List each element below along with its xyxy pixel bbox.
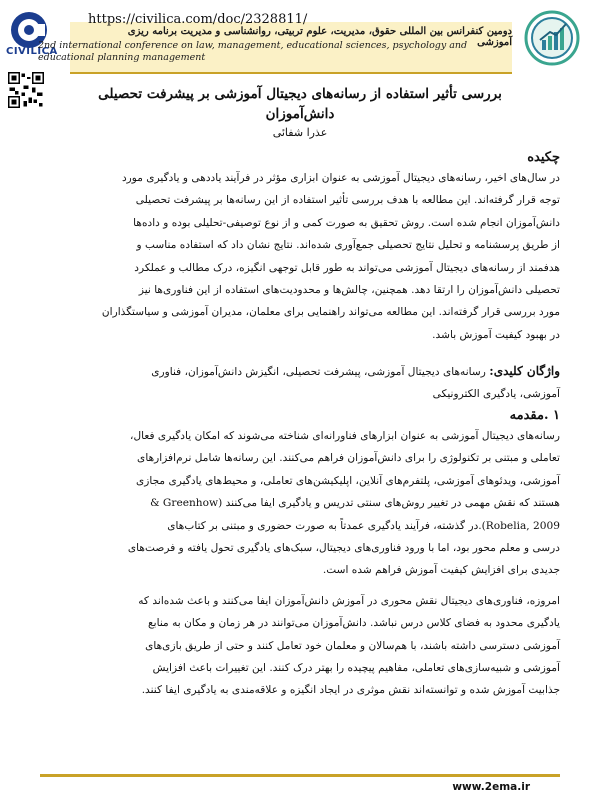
keywords-text: رسانه‌های دیجیتال آموزشی، پیشرفت تحصیلی، انگیزش دانش‌آموزان، فناوری (151, 366, 486, 378)
keywords-section (55, 360, 560, 406)
abstract-line: از طریق پرسشنامه و تحلیل نتایج تحصیلی جمع‌آوری شده‌اند. نتایج نشان داد که استفاده مناسب و (136, 239, 560, 252)
intro-line: جذابیت آموزش شده و توانسته‌اند نقش موثری در ایجاد انگیزه و علاقه‌مندی به یادگیری ایفا کنند. (141, 684, 560, 697)
abstract-line: دانش‌آموزان انجام شده است. روش تحقیق به صورت کمی و از نوع توصیفی-تحلیلی بوده و داده‌ها (133, 216, 560, 229)
keywords-line-2: آموزشی، یادگیری الکترونیکی (432, 388, 560, 401)
footer-rule (40, 774, 560, 777)
conference-title-en: 2nd international conference on law, management, educational sciences, psychology and educational planning management (38, 40, 468, 63)
intro-line: جدیدی برای افزایش کیفیت آموزش فراهم شده است. (322, 564, 560, 577)
intro-paragraph-1 (55, 425, 560, 582)
intro-line: تعاملی و مبتنی بر تکنولوژی را برای دانش‌آموزان فراهم می‌کنند. این رسانه‌ها شامل نرم‌افزارهای (137, 452, 560, 465)
qr-code-icon[interactable] (8, 72, 44, 108)
keywords-label: واژگان کلیدی: (489, 364, 560, 378)
abstract-line: توجه قرار گرفته‌اند. این مطالعه با هدف بررسی تأثیر استفاده از این رسانه‌ها بر پیشرفت تحصیلی (135, 194, 560, 207)
paper-title: بررسی تأثیر استفاده از رسانه‌های دیجیتال آموزشی بر پیشرفت تحصیلی دانش‌آموزان (98, 86, 502, 122)
intro-paragraph-2 (55, 590, 560, 702)
intro-line: آموزشی و شبیه‌سازی‌های تعاملی، مفاهیم پیچیده را بهتر درک کنند. این تغییرات باعث افزایش (152, 662, 560, 675)
introduction-section (55, 408, 560, 702)
intro-line: رسانه‌های دیجیتال آموزشی به عنوان ابزارهای فناورانه‌ای شناخته می‌شوند که امکان یادگیری فعال، (130, 430, 560, 442)
conference-title-fa: دومین کنفرانس بین المللی حقوق، مدیریت، علوم تربیتی، روانشناسی و مدیریت برنامه ریزی آموزشی (127, 26, 512, 48)
keywords-line-1 (55, 360, 560, 383)
abstract-heading: چکیده (527, 150, 560, 165)
abstract-line: هدفمند از رسانه‌های دیجیتال آموزشی می‌تواند به طور قابل توجهی انگیزه، درک مطالب و عملکرد (134, 261, 560, 274)
intro-line: آموزشی، ویدئوهای آموزشی، پلتفرم‌های آنلاین، اپلیکیشن‌های تعاملی، و محیط‌های یادگیری مجازی (135, 474, 560, 487)
paper-author: عذرا شفائی (272, 126, 328, 139)
abstract-line: مورد بررسی قرار گرفته‌اند. این مطالعه می‌تواند راهنمایی برای معلمان، مدیران آموزشی و سیاستگذاران (101, 306, 560, 319)
intro-line: Robelia, 2009).در گذشته، فرآیند یادگیری عمدتاً به صورت حضوری و مبتنی بر کتاب‌های (167, 519, 560, 532)
intro-line: یادگیری محدود به فضای کلاس درس نباشد. دانش‌آموزان می‌توانند در هر زمان و مکان به منابع (148, 617, 560, 630)
intro-line: امروزه، فناوری‌های دیجیتال نقش محوری در آموزش دانش‌آموزان ایفا می‌کنند و باعث شده‌اند که (138, 594, 560, 607)
abstract-line: در بهبود کیفیت آموزش باشد. (432, 328, 560, 341)
section-heading: ۱ .مقدمه (509, 408, 560, 423)
intro-line: آموزشی دسترسی داشته باشند، با هم‌سالان و معلمان خود تعامل کنند و حتی از طریق بازی‌های (145, 639, 560, 652)
civilica-label: CIVILICA (6, 46, 58, 57)
conference-logo-icon (524, 10, 580, 66)
intro-line: هستند که نقش مهمی در تغییر روش‌های سنتی تدریس و یادگیری ایفا می‌کنند (Greenhow & (150, 497, 560, 510)
abstract-section (55, 150, 560, 346)
document-url[interactable]: https://civilica.com/doc/2328811/ (88, 12, 308, 27)
abstract-body (55, 167, 560, 346)
abstract-line: در سال‌های اخیر، رسانه‌های دیجیتال آموزشی به عنوان ابزاری مؤثر در فرآیند یاددهی و یادگیری مورد (121, 172, 560, 184)
footer-url[interactable]: www.2ema.ir (452, 781, 530, 793)
abstract-line: تحصیلی دانش‌آموزان را ارتقا دهد. همچنین، چالش‌ها و محدودیت‌های استفاده از این فناوری‌ها نیز (138, 284, 560, 297)
intro-line: درسی و معلم محور بود، اما با ورود فناوری‌های دیجیتال، سبک‌های یادگیری تحول یافته و فرصت‌های (127, 542, 560, 555)
